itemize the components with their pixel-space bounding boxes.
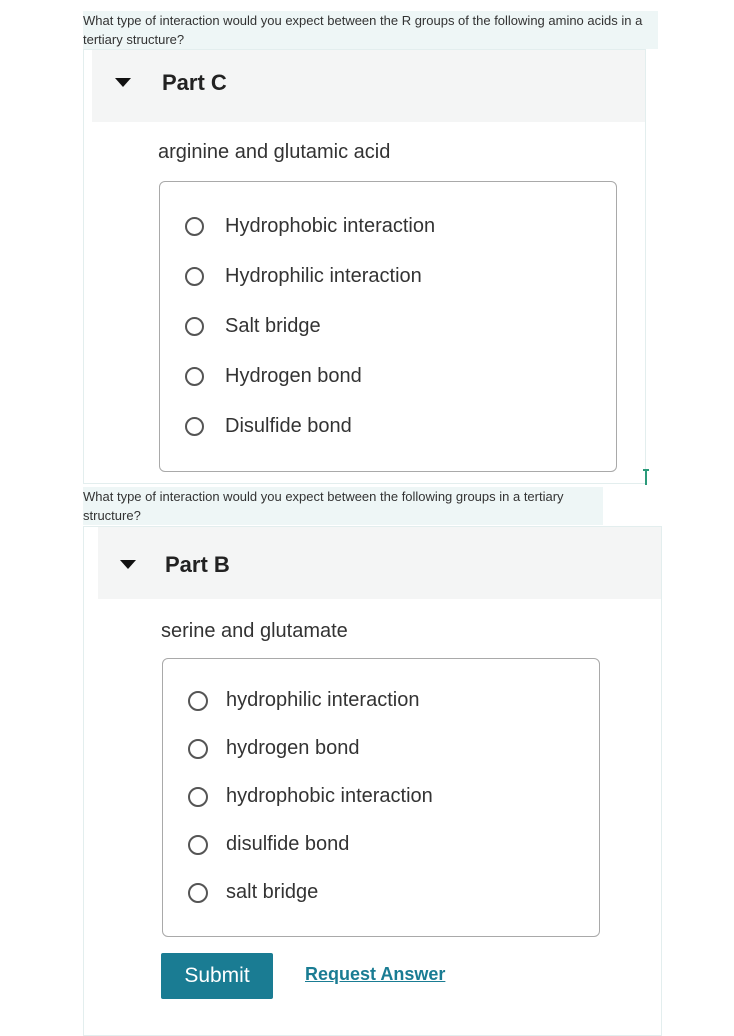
radio-unchecked-icon[interactable] bbox=[188, 883, 208, 903]
part-c-option-4[interactable] bbox=[185, 365, 362, 388]
radio-unchecked-icon[interactable] bbox=[185, 267, 204, 286]
question-text-part-b: What type of interaction would you expect between the following groups in a tertiary structure? bbox=[83, 487, 603, 525]
part-c-title: Part C bbox=[162, 70, 227, 95]
part-b-option-5[interactable] bbox=[188, 881, 318, 904]
caret-down-icon[interactable] bbox=[115, 78, 131, 87]
option-label: salt bridge bbox=[226, 881, 319, 903]
option-label: Hydrophobic interaction bbox=[225, 215, 436, 237]
part-c-option-2[interactable] bbox=[185, 265, 422, 288]
part-c-prompt: arginine and glutamic acid bbox=[158, 141, 391, 163]
option-label: hydrophilic interaction bbox=[226, 689, 420, 711]
part-b-options bbox=[162, 658, 600, 937]
part-b-option-4[interactable] bbox=[188, 833, 349, 856]
part-b-prompt: serine and glutamate bbox=[161, 620, 348, 642]
part-c-panel bbox=[83, 49, 646, 484]
option-label: Disulfide bond bbox=[225, 415, 352, 437]
part-b-option-1[interactable] bbox=[188, 689, 419, 712]
option-label: Hydrogen bond bbox=[225, 365, 362, 387]
option-label: disulfide bond bbox=[226, 833, 350, 855]
part-b-title: Part B bbox=[165, 552, 230, 577]
part-b-panel bbox=[83, 526, 662, 1036]
radio-unchecked-icon[interactable] bbox=[185, 417, 204, 436]
part-c-option-3[interactable] bbox=[185, 315, 321, 338]
radio-unchecked-icon[interactable] bbox=[185, 367, 204, 386]
part-c-option-1[interactable] bbox=[185, 215, 435, 238]
text-cursor-icon bbox=[645, 469, 647, 485]
request-answer-link[interactable]: Request Answer bbox=[305, 964, 446, 984]
part-b-header[interactable] bbox=[98, 527, 661, 599]
part-b-option-2[interactable] bbox=[188, 737, 359, 760]
option-label: hydrogen bond bbox=[226, 737, 360, 759]
radio-unchecked-icon[interactable] bbox=[188, 835, 208, 855]
submit-button[interactable]: Submit bbox=[161, 953, 273, 999]
radio-unchecked-icon[interactable] bbox=[188, 691, 208, 711]
option-label: Hydrophilic interaction bbox=[225, 265, 422, 287]
part-c-header[interactable] bbox=[92, 50, 645, 122]
question-text-part-c: What type of interaction would you expect between the R groups of the following amino acids in a tertiary structure? bbox=[83, 11, 658, 49]
part-c-option-5[interactable] bbox=[185, 415, 352, 438]
option-label: hydrophobic interaction bbox=[226, 785, 433, 807]
radio-unchecked-icon[interactable] bbox=[185, 217, 204, 236]
radio-unchecked-icon[interactable] bbox=[185, 317, 204, 336]
part-b-option-3[interactable] bbox=[188, 785, 433, 808]
radio-unchecked-icon[interactable] bbox=[188, 739, 208, 759]
option-label: Salt bridge bbox=[225, 315, 321, 337]
caret-down-icon[interactable] bbox=[120, 560, 136, 569]
radio-unchecked-icon[interactable] bbox=[188, 787, 208, 807]
part-c-options bbox=[159, 181, 617, 472]
